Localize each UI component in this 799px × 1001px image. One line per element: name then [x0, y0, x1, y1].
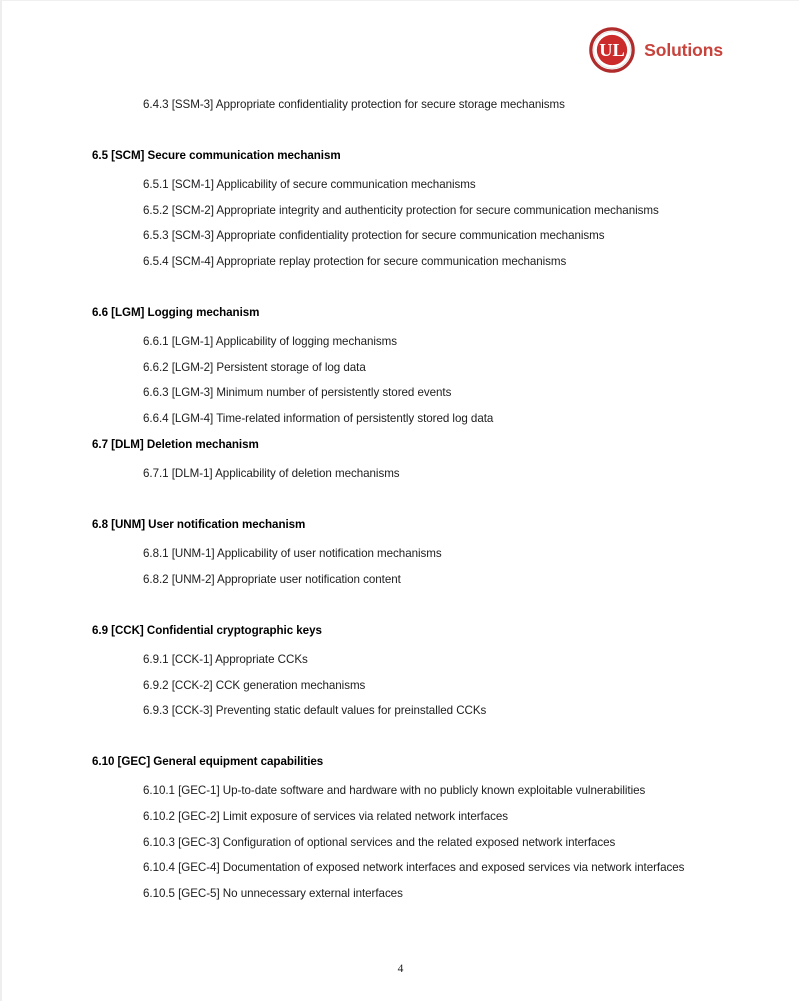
ul-roundel-icon: [589, 27, 635, 73]
section-heading: 6.7 [DLM] Deletion mechanism: [92, 437, 259, 451]
section-item: 6.5.1 [SCM-1] Applicability of secure communication mechanisms: [143, 178, 476, 192]
section-item: 6.9.2 [CCK-2] CCK generation mechanisms: [143, 678, 366, 692]
section-item: 6.5.4 [SCM-4] Appropriate replay protection for secure communication mechanisms: [143, 254, 567, 268]
section-item: 6.4.3 [SSM-3] Appropriate confidentiality protection for secure storage mechanisms: [143, 98, 565, 111]
section-item: 6.10.1 [GEC-1] Up-to-date software and hardware with no publicly known exploitable vulnerabilities: [143, 784, 646, 798]
section-item: 6.6.4 [LGM-4] Time-related information of persistently stored log data: [143, 411, 494, 425]
section-item: 6.8.2 [UNM-2] Appropriate user notification content: [143, 572, 401, 586]
section-item: 6.6.2 [LGM-2] Persistent storage of log data: [143, 360, 366, 374]
ul-solutions-logo: [589, 27, 723, 73]
section-item: 6.6.1 [LGM-1] Applicability of logging mechanisms: [143, 335, 398, 349]
section-item: 6.7.1 [DLM-1] Applicability of deletion mechanisms: [143, 467, 400, 481]
page-header: [2, 1, 799, 89]
section-item: 6.8.1 [UNM-1] Applicability of user notification mechanisms: [143, 547, 442, 561]
section-item: 6.9.1 [CCK-1] Appropriate CCKs: [143, 653, 308, 667]
section-item: 6.5.2 [SCM-2] Appropriate integrity and authenticity protection for secure communication mechanisms: [143, 203, 659, 217]
section-heading: 6.5 [SCM] Secure communication mechanism: [92, 148, 341, 162]
page-footer: [2, 959, 799, 977]
section-heading: 6.8 [UNM] User notification mechanism: [92, 517, 306, 531]
section-item: 6.10.3 [GEC-3] Configuration of optional services and the related exposed network interfaces: [143, 835, 616, 849]
section-item: 6.10.5 [GEC-5] No unnecessary external interfaces: [143, 886, 403, 900]
section-item: 6.10.2 [GEC-2] Limit exposure of services via related network interfaces: [143, 810, 508, 824]
section-heading: 6.10 [GEC] General equipment capabilities: [92, 754, 324, 768]
section-item: 6.9.3 [CCK-3] Preventing static default values for preinstalled CCKs: [143, 704, 487, 718]
document-content: [92, 89, 710, 902]
ul-mark-letters: UL: [599, 39, 625, 60]
section-heading: 6.9 [CCK] Confidential cryptographic keys: [92, 623, 322, 637]
page-number: 4: [397, 963, 404, 975]
logo-wordmark: Solutions: [644, 40, 723, 61]
section-item: 6.6.3 [LGM-3] Minimum number of persistently stored events: [143, 386, 452, 400]
section-item: 6.5.3 [SCM-3] Appropriate confidentiality protection for secure communication mechanisms: [143, 229, 605, 243]
section-heading: 6.6 [LGM] Logging mechanism: [92, 305, 260, 319]
section-item: 6.10.4 [GEC-4] Documentation of exposed network interfaces and exposed services via network interfaces: [143, 861, 685, 875]
